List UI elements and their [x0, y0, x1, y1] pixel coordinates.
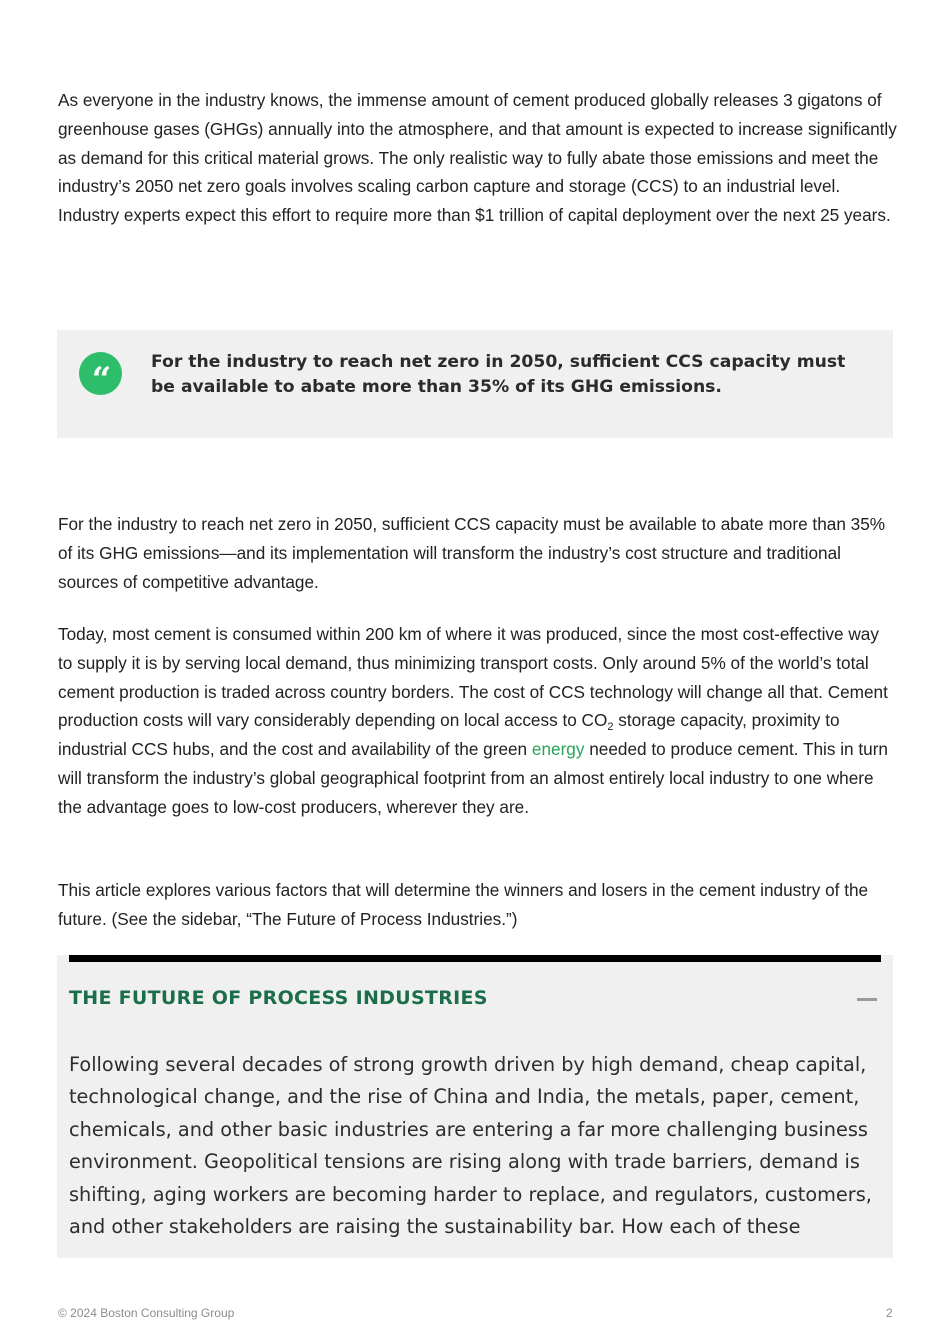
quote-mark-glyph: “ — [91, 360, 110, 400]
pull-quote-text: For the industry to reach net zero in 2050, sufficient CCS capacity must be available to abate more than 35% of its GHG emissions. — [151, 352, 846, 397]
sidebar-panel — [57, 955, 893, 1258]
energy-link[interactable]: energy — [531, 739, 585, 760]
body-paragraph: This article explores various factors that will determine the winners and losers in the cement industry of the future. (See the sidebar, “The Future of Process Industries.”) — [58, 880, 869, 929]
body-paragraph: For the industry to reach net zero in 2050, sufficient CCS capacity must be available to abate more than 35% of its GHG emissions—and its implementation will transform the industry’s cost structure and traditional sources of competitive advantage. — [58, 514, 886, 592]
footer-copyright: © 2024 Boston Consulting Group — [58, 1306, 235, 1320]
sidebar-title[interactable]: THE FUTURE OF PROCESS INDUSTRIES — [69, 987, 488, 1009]
sidebar-body: Following several decades of strong growth driven by high demand, cheap capital, technological change, and the rise of China and India, the metals, paper, cement, chemicals, and other basic industries are entering a far more challenging business environment. Geopolitical tensions are rising along with trade barriers, demand is shifting, aging workers are becoming harder to replace, and regulators, customers, and other stakeholders are raising the sustainability bar. How each of these — [69, 1053, 872, 1239]
pull-quote — [57, 330, 893, 438]
paragraph-text: Today, most cement is consumed within 200 km of where it was produced, since the most cost-effective way to supply it is by serving local demand, thus minimizing transport costs. Only around 5% of the world’s total cement production is traded across country borders. The cost of CCS technology will change all that. Cement production costs will vary considerably depending on local access to CO — [58, 624, 888, 731]
quote-mark-icon — [79, 352, 122, 400]
paragraph-text: needed to produce cement. This in turn will transform the industry’s global geographical footprint from an almost entirely local industry to one where the advantage goes to low-cost producers, wherever they are. — [58, 739, 888, 817]
sidebar-top-rule — [69, 955, 881, 962]
intro-paragraph: As everyone in the industry knows, the immense amount of cement produced globally releases 3 gigatons of greenhouse gases (GHGs) annually into the atmosphere, and that amount is expected to increase significantly as demand for this critical material grows. The only realistic way to fully abate those emissions and meet the industry’s 2050 net zero goals involves scaling carbon capture and storage (CCS) to an industrial level. Industry experts expect this effort to require more than $1 trillion of capital deployment over the next 25 years. — [58, 90, 897, 226]
page-number: 2 — [886, 1306, 893, 1320]
subscript: 2 — [607, 721, 614, 734]
collapse-minus-icon[interactable] — [857, 998, 877, 1001]
body-paragraph — [58, 620, 898, 822]
paragraph-text: storage capacity, proximity to industrial CCS hubs, and the cost and availability of the green — [58, 710, 840, 760]
